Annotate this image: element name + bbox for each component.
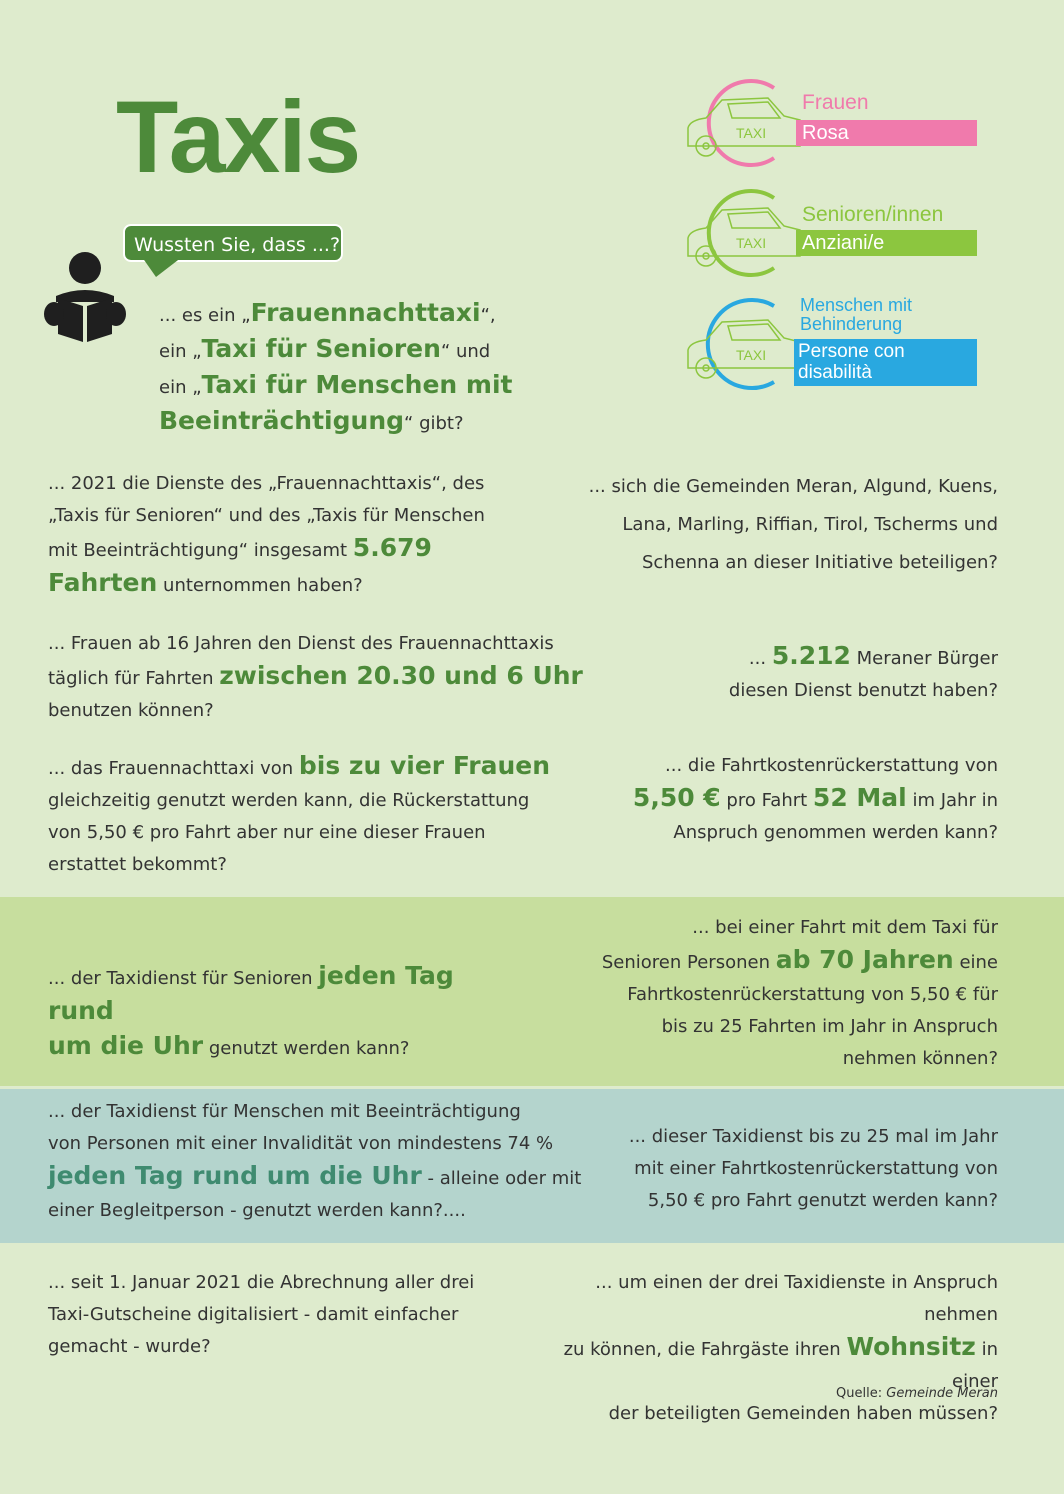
logo-top-label: Senioren/innen — [802, 203, 944, 226]
taxi-badge: TAXI — [736, 125, 767, 141]
fact-meraner-buerger: ... 5.212 Meraner Bürger diesen Dienst benutzt haben? — [728, 641, 998, 701]
intro-text: ... es ein „Frauennachttaxi“, ein „Taxi für Senioren“ und ein „Taxi für Menschen mit Beeinträchtigung“ gibt? — [159, 298, 513, 435]
fact-gemeinden: ... sich die Gemeinden Meran, Algund, Kuens, Lana, Marling, Riffian, Tirol, Tscherms und Schenna an dieser Initiative beteiligen? — [588, 476, 998, 573]
fact-vier-frauen: ... das Frauennachttaxi von bis zu vier Frauen gleichzeitig genutzt werden kann, die Rückerstattung von 5,50 € pro Fahrt aber nur eine dieser Frauen erstattet bekommt? — [48, 751, 551, 875]
logo-frauen-rosa — [684, 76, 984, 176]
source-credit: Quelle: Gemeinde Meran — [836, 1386, 998, 1401]
fact-senioren-rund-um-die-uhr: ... der Taxidienst für Senioren jeden Tag rund um die Uhr genutzt werden kann? — [48, 961, 454, 1060]
fact-wohnsitz: ... um einen der drei Taxidienste in Anspruch nehmen zu können, die Fahrgäste ihren Wohnsitz in einer der beteiligten Gemeinden haben müssen? — [563, 1272, 998, 1424]
fact-ab-70-jahren: ... bei einer Fahrt mit dem Taxi für Senioren Personen ab 70 Jahren eine Fahrtkostenrückerstattung von 5,50 € für bis zu 25 Fahrten im Jahr in Anspruch nehmen können? — [601, 917, 998, 1069]
logo-bar-label: Anziani/e — [802, 232, 885, 254]
logo-menschen-behinderung — [684, 296, 984, 396]
speech-bubble: Wussten Sie, dass ...? — [123, 224, 343, 262]
fact-25-mal: ... dieser Taxidienst bis zu 25 mal im Jahr mit einer Fahrtkostenrückerstattung von 5,50 € pro Fahrt genutzt werden kann? — [628, 1126, 998, 1211]
fact-frauen-zeiten: ... Frauen ab 16 Jahren den Dienst des Frauennachttaxis täglich für Fahrten zwischen 20.30 und 6 Uhr benutzen können? — [48, 633, 583, 721]
speech-bubble-tail — [142, 257, 182, 277]
fact-beeintraechtigung: ... der Taxidienst für Menschen mit Beeinträchtigung von Personen mit einer Invalidität von mindestens 74 % jeden Tag rund um die Uhr - alleine oder mit einer Begleitperson - genutzt werden kann?.... — [48, 1101, 582, 1221]
taxi-car-icon — [684, 296, 804, 392]
fact-digitalisiert: ... seit 1. Januar 2021 die Abrechnung aller drei Taxi-Gutscheine digitalisiert - damit einfacher gemacht - wurde? — [48, 1272, 475, 1357]
logo-top-label: Frauen — [802, 91, 869, 114]
page-title: Taxis — [116, 80, 360, 194]
logo-top-label: Menschen mit Behinderung — [800, 295, 913, 334]
fact-52-mal: ... die Fahrtkostenrückerstattung von 5,50 € pro Fahrt 52 Mal im Jahr in Anspruch genommen werden kann? — [632, 755, 998, 843]
logo-bar-label: Rosa — [802, 122, 849, 144]
person-reading-icon — [42, 248, 128, 344]
logo-senioren-anziani — [684, 186, 984, 286]
taxi-badge: TAXI — [736, 235, 767, 251]
fact-fahrten: ... 2021 die Dienste des „Frauennachttaxis“, des „Taxis für Senioren“ und des „Taxis für Menschen mit Beeinträchtigung“ insgesamt 5.679 Fahrten unternommen haben? — [48, 473, 485, 597]
logo-bar-label: Persone con disabilità — [798, 341, 905, 383]
taxi-car-icon — [684, 76, 804, 168]
taxi-badge: TAXI — [736, 347, 767, 363]
taxi-car-icon — [684, 186, 804, 278]
